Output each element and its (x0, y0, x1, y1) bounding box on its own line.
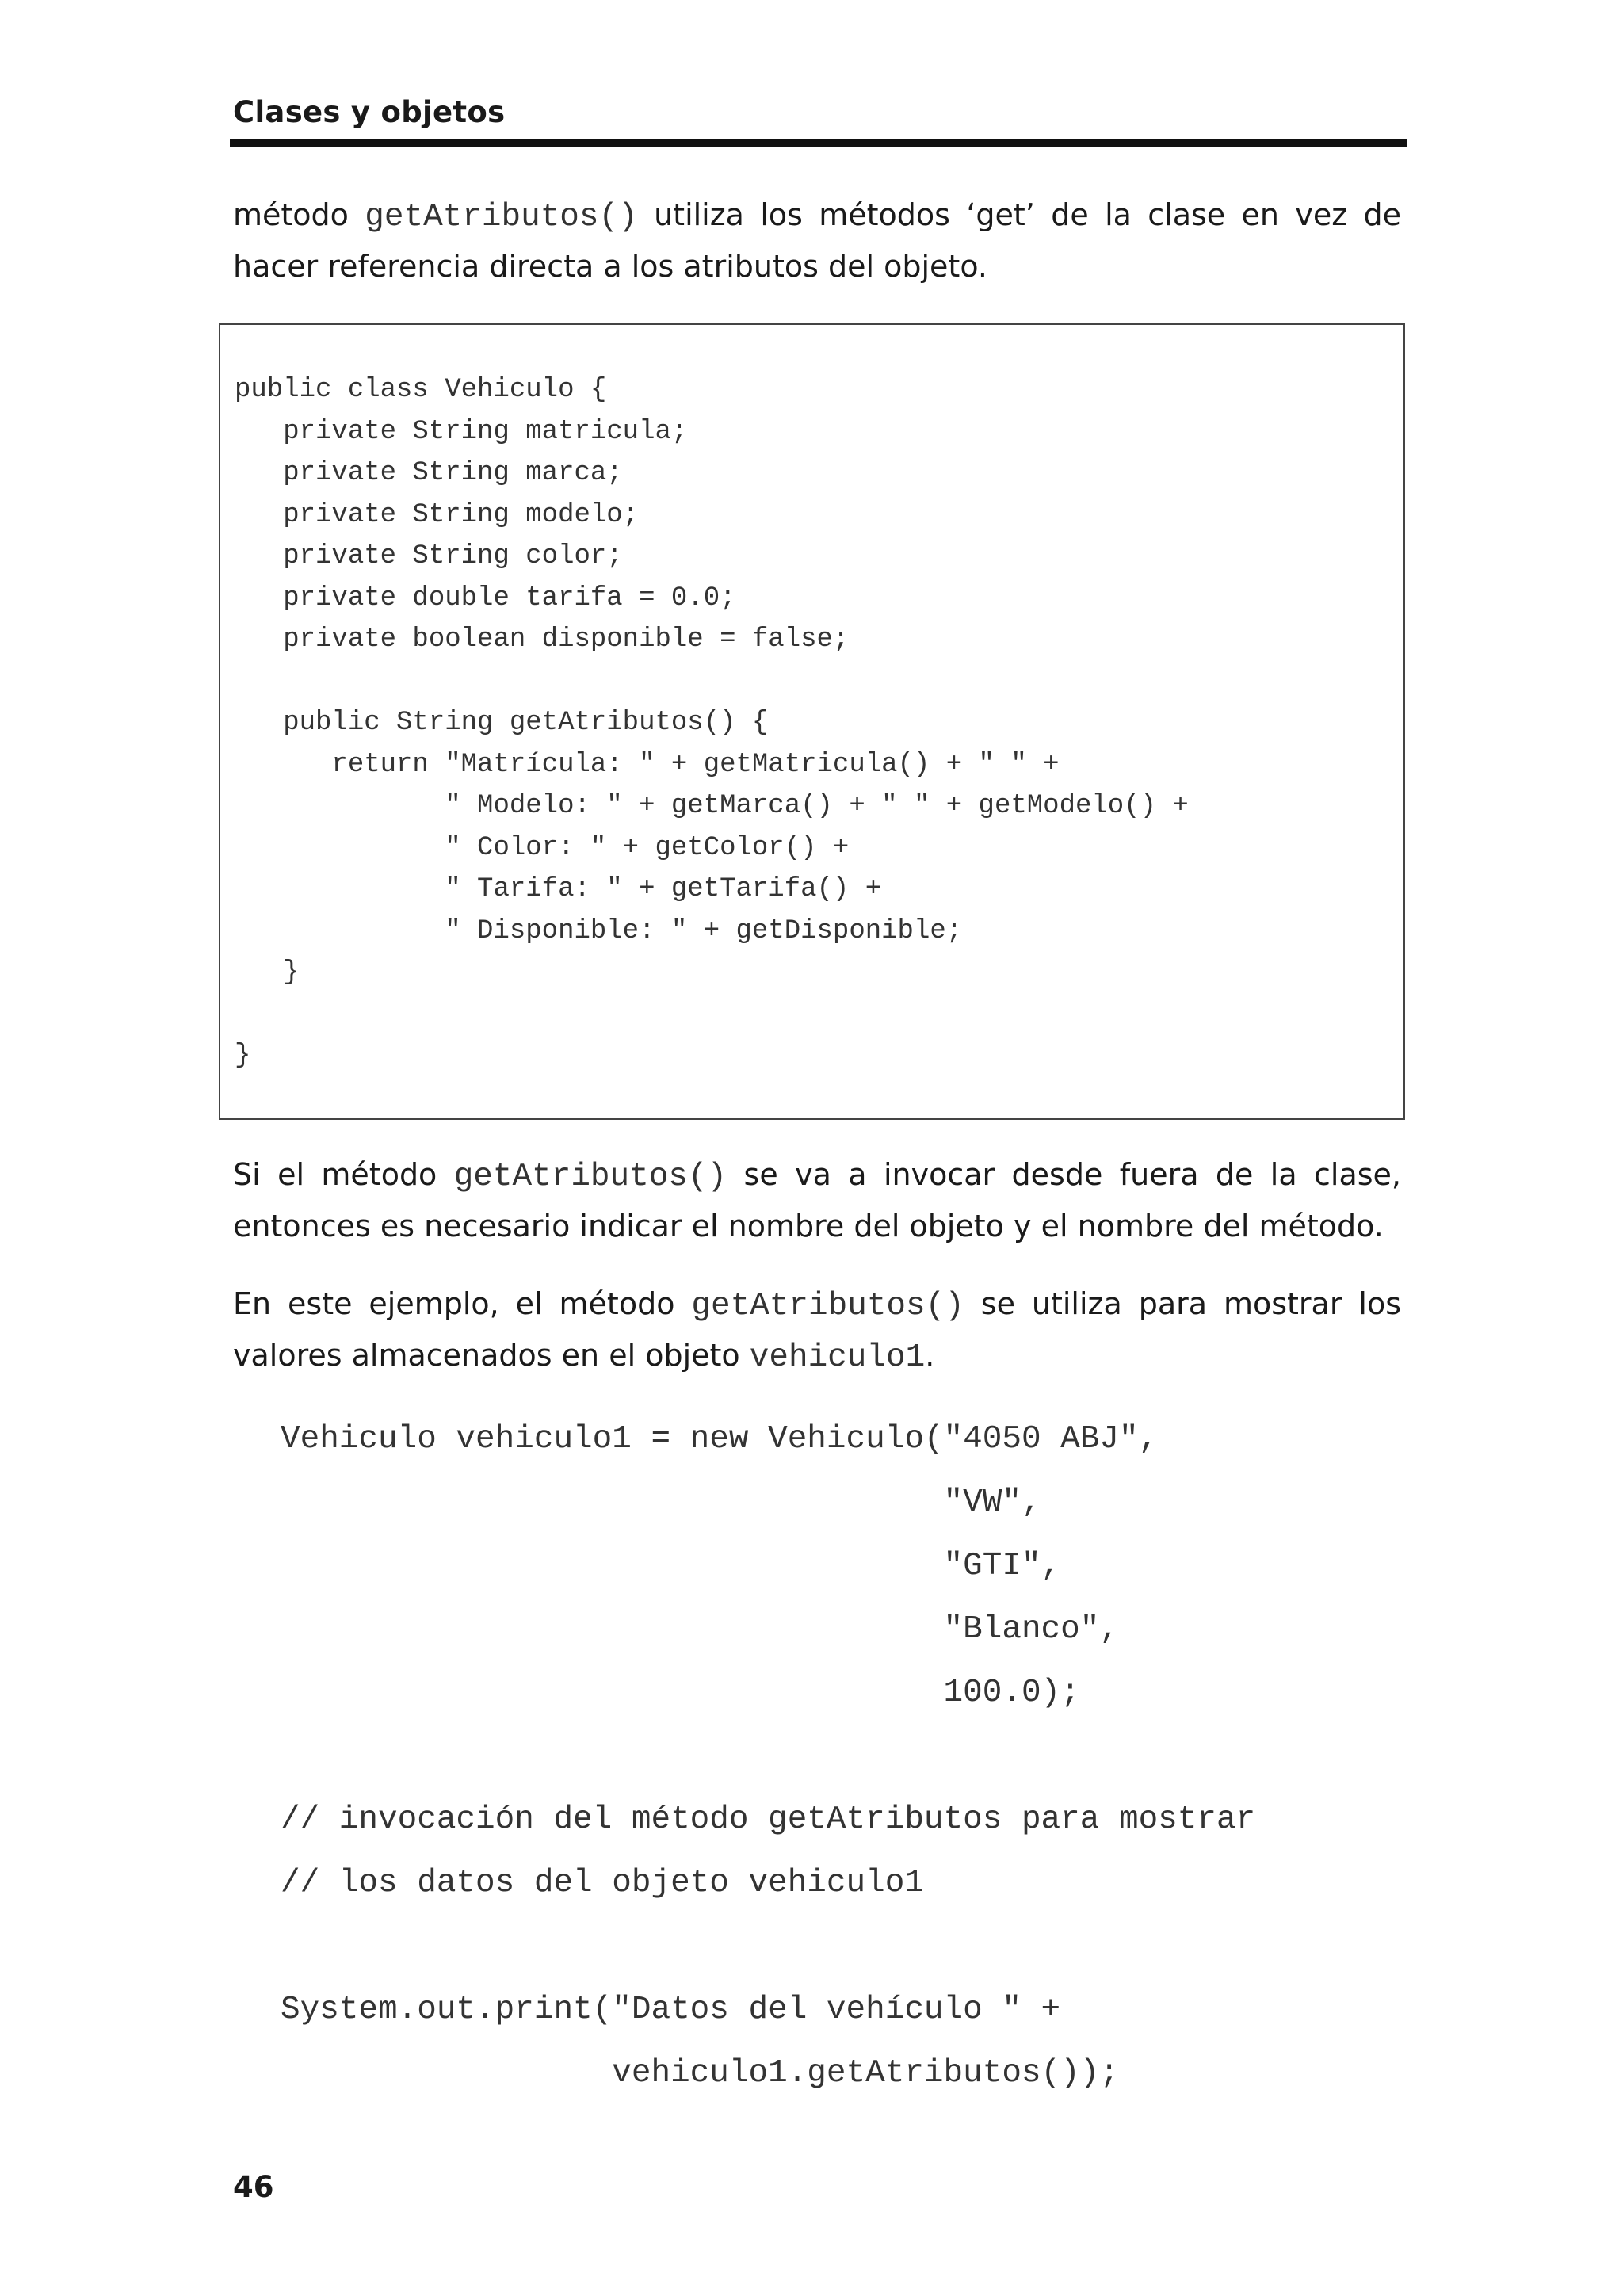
paragraph-example-text-after: . (925, 1338, 935, 1373)
paragraph-example-text-middle: se utiliza para mostrar los valores almacenados en el objeto (233, 1286, 1401, 1373)
paragraph-invocation-text-before: Si el método (233, 1157, 454, 1192)
header-rule (230, 139, 1407, 147)
inline-code-getatributos: getAtributos() (365, 199, 638, 235)
code-listing-vehiculo-class: public class Vehiculo { private String matricula; private String marca; private String modelo; private String color; private double tarifa = 0.0; private boolean disponible = false; public String getAtributos() { return "Matrícula: " + getMatricula() + " " + " Modelo: " + getMarca() + " " + getModelo() + " Color: " + getColor() + " Tarifa: " + getTarifa() + " Disponible: " + getDisponible; } } (235, 375, 1189, 1071)
paragraph-invocation (233, 1150, 1401, 1251)
paragraph-example-text-before: En este ejemplo, el método (233, 1286, 692, 1321)
paragraph-invocation-text-after: se va a invocar desde fuera de la clase, entonces es necesario indicar el nombre del objeto y el nombre del método. (233, 1157, 1401, 1244)
page-number: 46 (233, 2170, 274, 2204)
code-listing-box (219, 323, 1405, 1120)
paragraph-intro (233, 190, 1401, 291)
running-header-title: Clases y objetos (233, 95, 506, 129)
inline-code-getatributos: getAtributos() (691, 1288, 964, 1324)
paragraph-intro-text-before: método (233, 197, 365, 232)
paragraph-intro-text-after: utiliza los métodos ‘get’ de la clase en vez de hacer referencia directa a los atributos del objeto. (233, 197, 1401, 284)
inline-code-vehiculo1: vehiculo1 (749, 1339, 926, 1376)
inline-code-getatributos: getAtributos() (453, 1159, 727, 1195)
paragraph-example (233, 1279, 1401, 1382)
example-code-block: Vehiculo vehiculo1 = new Vehiculo("4050 ABJ", "VW", "GTI", "Blanco", 100.0); // invocación del método getAtributos para mostrar // los datos del objeto vehiculo1 System.out.print("Datos del vehículo " + vehiculo1.getAtributos()); (281, 1421, 1256, 2092)
